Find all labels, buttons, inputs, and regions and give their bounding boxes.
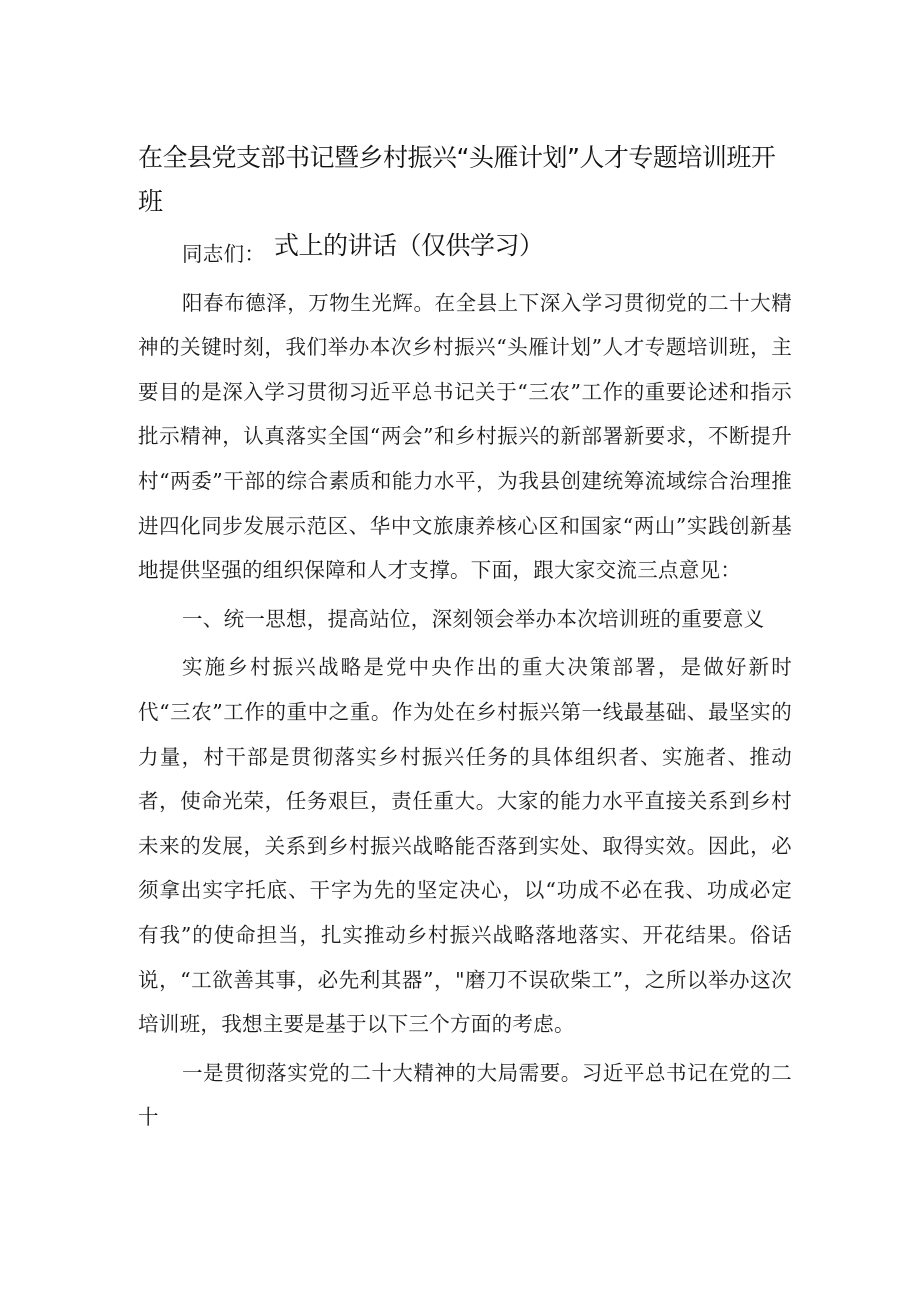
document-body [138, 232, 792, 1140]
title-line-1: 在全县党支部书记暨乡村振兴“头雁计划”人才专题培训班开班 [138, 143, 776, 216]
paragraph-1: 阳春布德泽，万物生光辉。在全县上下深入学习贯彻党的二十大精神的关键时刻，我们举办本次乡村振兴“头雁计划”人才专题培训班，主要目的是深入学习贯彻习近平总书记关于“三农”工作的重要论述和指示批示精神，认真落实全国“两会”和乡村振兴的新部署新要求，不断提升村“两委”干部的综合素质和能力水平，为我县创建统筹流域综合治理推进四化同步发展示范区、华中文旅康养核心区和国家“两山”实践创新基地提供坚强的组织保障和人才支撑。下面，跟大家交流三点意见： [138, 290, 792, 583]
section-heading-1: 一、统一思想，提高站位，深刻领会举办本次培训班的重要意义 [182, 606, 765, 631]
paragraph-3: 一是贯彻落实党的二十大精神的大局需要。习近平总书记在党的二十 [138, 1060, 792, 1130]
paragraph-2: 实施乡村振兴战略是党中央作出的重大决策部署，是做好新时代“三农”工作的重中之重。作为处在乡村振兴第一线最基础、最坚实的力量，村干部是贯彻落实乡村振兴任务的具体组织者、实施者、推动者，使命光荣，任务艰巨，责任重大。大家的能力水平直接关系到乡村未来的发展，关系到乡村振兴战略能否落到实处、取得实效。因此，必须拿出实字托底、干字为先的坚定决心，以“功成不必在我、功成必定有我”的使命担当，扎实推动乡村振兴战略落地落实、开花结果。俗话说，“工欲善其事，必先利其器”，"磨刀不误砍柴工”，之所以举办这次培训班，我想主要是基于以下三个方面的考虑。 [138, 655, 792, 1037]
salutation: 同志们： [182, 242, 266, 266]
title-line-2: 式上的讲话（仅供学习） [274, 231, 544, 260]
